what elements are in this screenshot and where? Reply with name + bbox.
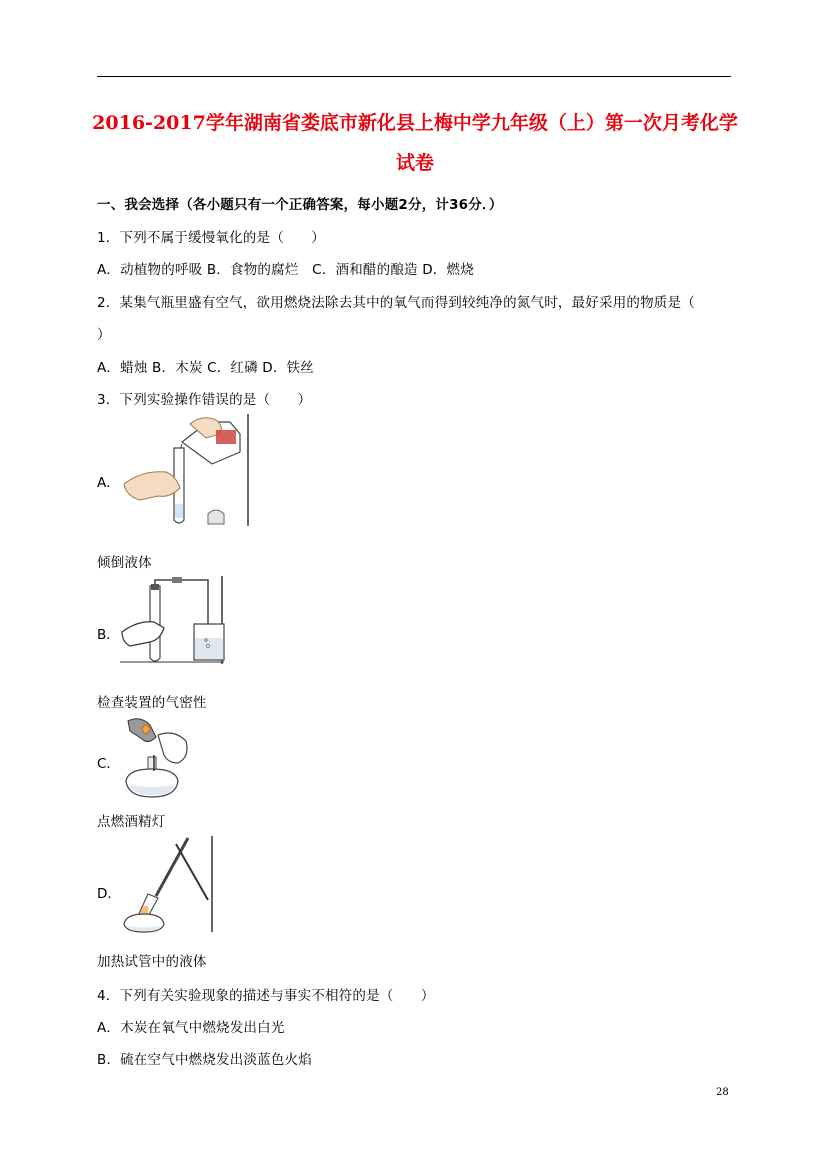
doc-title-line1: 2016-2017学年湖南省娄底市新化县上梅中学九年级（上）第一次月考化学 [92, 112, 738, 134]
q2-stem: 2．某集气瓶里盛有空气，欲用燃烧法除去其中的氧气而得到较纯净的氮气时，最好采用的物质是（ [97, 295, 695, 311]
heating-test-tube-figure [120, 834, 216, 934]
q3-option-b-label: B． [97, 627, 120, 643]
section-heading: 一、我会选择（各小题只有一个正确答案，每小题2分，计36分．） [97, 197, 503, 213]
q4-option-a: A．木炭在氧气中燃烧发出白光 [97, 1020, 285, 1036]
q4-stem: 4．下列有关实验现象的描述与事实不相符的是（ ） [97, 988, 435, 1004]
q3-option-a-caption: 倾倒液体 [97, 555, 152, 571]
q3-stem: 3．下列实验操作错误的是（ ） [97, 392, 312, 408]
q3-option-d-caption: 加热试管中的液体 [97, 954, 207, 970]
alcohol-lamp-lighting-figure [120, 715, 194, 801]
pouring-liquid-figure [120, 412, 252, 528]
q3-option-a-label: A． [97, 475, 120, 491]
q3-option-d-label: D． [97, 886, 121, 902]
doc-title-line2: 试卷 [395, 152, 434, 174]
airtightness-check-figure [120, 576, 226, 666]
q4-option-b: B．硫在空气中燃烧发出淡蓝色火焰 [97, 1052, 312, 1068]
q1-stem: 1．下列不属于缓慢氧化的是（ ） [97, 230, 325, 246]
q2-stem-end: ） [97, 327, 111, 343]
q3-option-b-caption: 检查装置的气密性 [97, 695, 207, 711]
page-number: 28 [716, 1087, 729, 1098]
q1-options: A．动植物的呼吸 B．食物的腐烂 C．酒和醋的酿造 D．燃烧 [97, 262, 474, 278]
q3-option-c-caption: 点燃酒精灯 [97, 814, 166, 830]
q3-option-c-label: C． [97, 756, 120, 772]
header-rule [97, 76, 731, 77]
q2-options: A．蜡烛 B．木炭 C．红磷 D．铁丝 [97, 360, 314, 376]
